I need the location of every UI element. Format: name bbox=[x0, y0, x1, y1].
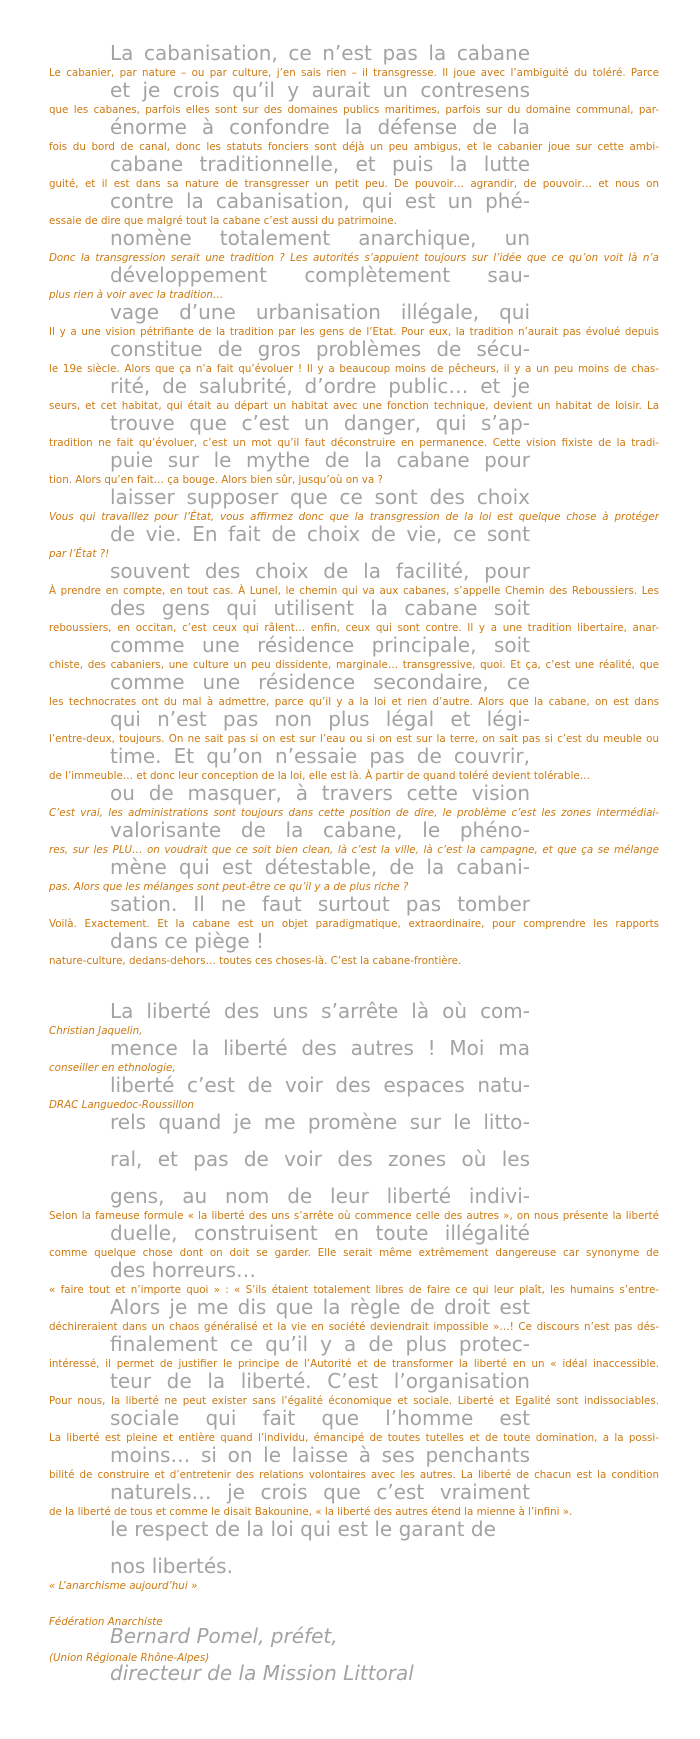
quote-line: valorisante de la cabane, le phéno- bbox=[110, 818, 530, 842]
interview-question: C’est vrai, les administrations sont toujours dans cette position de dire, le problème c’est les zones intermédiai- bbox=[49, 807, 659, 819]
anarchism-line: déchireraient dans un chaos généralisé et la vie en société deviendrait impossible »…! Ce discours n’est pas dés- bbox=[49, 1321, 659, 1333]
interview-line: l’entre-deux, toujours. On ne sait pas si on est sur l’eau ou si on est sur la terre, on sait pas si c’est du meuble ou bbox=[49, 733, 659, 745]
quote-line: des horreurs… bbox=[110, 1258, 256, 1282]
interview-question: Vous qui travaillez pour l’État, vous affirmez donc que la transgression de la loi est quelque chose à protéger bbox=[49, 511, 659, 523]
anarchism-line: comme quelque chose dont on doit se garder. Elle serait même extrêmement dangereuse car synonyme de bbox=[49, 1247, 659, 1259]
quote-line: ral, et pas de voir des zones où les bbox=[110, 1147, 530, 1171]
anarchism-line: « faire tout et n’importe quoi » : « S’ils étaient totalement libres de faire ce qui leur plaît, les humains s’entre- bbox=[49, 1284, 659, 1296]
interview-line: tion. Alors qu’en fait… ça bouge. Alors bien sûr, jusqu’où on va ? bbox=[49, 474, 383, 486]
quote-line: cabane traditionnelle, et puis la lutte bbox=[110, 152, 530, 176]
quote-line: naturels… je crois que c’est vraiment bbox=[110, 1480, 530, 1504]
quote-line: puie sur le mythe de la cabane pour bbox=[110, 448, 530, 472]
anarchism-author: Fédération Anarchiste bbox=[49, 1616, 163, 1628]
interview-line: Voilà. Exactement. Et la cabane est un objet paradigmatique, extraordinaire, pour comprendre les rapports bbox=[49, 918, 659, 930]
quote-line: La cabanisation, ce n’est pas la cabane bbox=[110, 41, 530, 65]
anarchism-line: bilité de construire et d’entretenir des relations volontaires avec les autres. La liberté de chacun est la condition bbox=[49, 1469, 659, 1481]
quote-line: énorme à confondre la défense de la bbox=[110, 115, 530, 139]
interview-line: nature-culture, dedans-dehors… toutes ces choses-là. C’est la cabane-frontière. bbox=[49, 955, 462, 967]
interview-line: le 19e siècle. Alors que ça n’a fait qu’évoluer ! Il y a beaucoup moins de pêcheurs, il y a un peu moins de chas- bbox=[49, 363, 659, 375]
interview-line: À prendre en compte, en tout cas. À Lunel, le chemin qui va aux cabanes, s’appelle Chemin des Reboussiers. Les bbox=[49, 585, 659, 597]
interview-line: Le cabanier, par nature – ou par culture, j’en sais rien – il transgresse. Il joue avec l’ambiguité du toléré. Parce bbox=[49, 67, 659, 79]
quote-line: finalement ce qu’il y a de plus protec- bbox=[110, 1332, 530, 1356]
quote-line: sation. Il ne faut surtout pas tomber bbox=[110, 892, 530, 916]
quote-line: Alors je me dis que la règle de droit est bbox=[110, 1295, 530, 1319]
quote-line: moins… si on le laisse à ses penchants bbox=[110, 1443, 530, 1467]
anarchism-source: « L’anarchisme aujourd’hui » bbox=[49, 1580, 198, 1592]
quote-line: souvent des choix de la facilité, pour bbox=[110, 559, 530, 583]
anarchism-line: La liberté est pleine et entière quand l’individu, émancipé de toutes tutelles et de toute domination, a la possi- bbox=[49, 1432, 659, 1444]
interview-line: de l’immeuble… et donc leur conception de la loi, elle est là. À partir de quand toléré devient tolérable… bbox=[49, 770, 590, 782]
quote-author-role: directeur de la Mission Littoral bbox=[110, 1661, 414, 1685]
quote-line: développement complètement sau- bbox=[110, 263, 530, 287]
quote-line: gens, au nom de leur liberté indivi- bbox=[110, 1184, 530, 1208]
quote-line: duelle, construisent en toute illégalité bbox=[110, 1221, 530, 1245]
interview-line: seurs, et cet habitat, qui était au départ un habitat avec une fonction technique, devient un habitat de loisir. La bbox=[49, 400, 659, 412]
anarchism-line: Selon la fameuse formule « la liberté des uns s’arrête où commence celle des autres », on nous présente la liberté bbox=[49, 1210, 659, 1222]
interview-line: tradition ne fait qu’évoluer, c’est un mot qu’il faut déconstruire en permanence. Cette vision fixiste de la tradi- bbox=[49, 437, 659, 449]
quote-author-name: Bernard Pomel, préfet, bbox=[110, 1624, 338, 1648]
quote-line: time. Et qu’on n’essaie pas de couvrir, bbox=[110, 744, 530, 768]
interview-line: essaie de dire que malgré tout la cabane c’est aussi du patrimoine. bbox=[49, 215, 397, 227]
quote-line: qui n’est pas non plus légal et légi- bbox=[110, 707, 530, 731]
quote-line: des gens qui utilisent la cabane soit bbox=[110, 596, 530, 620]
quote-line: le respect de la loi qui est le garant de bbox=[110, 1517, 496, 1541]
quote-line: rels quand je me promène sur le litto- bbox=[110, 1110, 530, 1134]
quote-line: et je crois qu’il y aurait un contresens bbox=[110, 78, 530, 102]
quote-line: comme une résidence secondaire, ce bbox=[110, 670, 530, 694]
interview-question: plus rien à voir avec la tradition… bbox=[49, 289, 224, 301]
quote-line: contre la cabanisation, qui est un phé- bbox=[110, 189, 530, 213]
interview-question: Donc la transgression serait une tradition ? Les autorités s’appuient toujours sur l’idée que ce qu’on voit là n’a bbox=[49, 252, 659, 264]
quote-line: La liberté des uns s’arrête là où com- bbox=[110, 999, 530, 1023]
quote-line: trouve que c’est un danger, qui s’ap- bbox=[110, 411, 530, 435]
interview-line: que les cabanes, parfois elles sont sur des domaines publics maritimes, parfois sur du domaine communal, par- bbox=[49, 104, 659, 116]
anarchism-line: intéressé, il permet de justifier le principe de l’Autorité et de transformer la liberté en un « idéal inaccessible. bbox=[49, 1358, 659, 1370]
interview-question: pas. Alors que les mélanges sont peut-être ce qu’il y a de plus riche ? bbox=[49, 881, 409, 893]
quote-line: mence la liberté des autres ! Moi ma bbox=[110, 1036, 530, 1060]
interviewee-organisation: DRAC Languedoc-Roussillon bbox=[49, 1099, 194, 1111]
quote-line: sociale qui fait que l’homme est bbox=[110, 1406, 530, 1430]
quote-line: liberté c’est de voir des espaces natu- bbox=[110, 1073, 530, 1097]
interview-line: fois du bord de canal, donc les statuts fonciers sont déjà un peu ambigus, et le cabanier joue sur cette ambi- bbox=[49, 141, 659, 153]
quote-line: nos libertés. bbox=[110, 1554, 233, 1578]
interview-line: Il y a une vision pétrifiante de la tradition par les gens de l’Etat. Pour eux, la tradition n’aurait pas évolué depuis bbox=[49, 326, 659, 338]
quote-line: teur de la liberté. C’est l’organisation bbox=[110, 1369, 530, 1393]
quote-line: de vie. En fait de choix de vie, ce sont bbox=[110, 522, 530, 546]
quote-line: comme une résidence principale, soit bbox=[110, 633, 530, 657]
interview-question: res, sur les PLU… on voudrait que ce soit bien clean, là c’est la ville, là c’est la campagne, et que ça se mélange bbox=[49, 844, 659, 856]
anarchism-author-region: (Union Régionale Rhône-Alpes) bbox=[49, 1652, 210, 1664]
interview-line: reboussiers, en occitan, c’est ceux qui râlent… enfin, ceux qui sont contre. Il y a une tradition libertaire, anar- bbox=[49, 622, 659, 634]
anarchism-line: de la liberté de tous et comme le disait Bakounine, « la liberté des autres étend la mienne à l’infini ». bbox=[49, 1506, 573, 1518]
interview-line: les technocrates ont du mal à admettre, parce qu’il y a la loi et rien d’autre. Alors que la cabane, on est dans bbox=[49, 696, 659, 708]
quote-line: mène qui est détestable, de la cabani- bbox=[110, 855, 530, 879]
interviewee-role: conseiller en ethnologie, bbox=[49, 1062, 176, 1074]
interview-line: guité, et il est dans sa nature de transgresser un petit peu. De pouvoir… agrandir, de pouvoir… et nous on bbox=[49, 178, 659, 190]
interviewee-name: Christian Jaquelin, bbox=[49, 1025, 143, 1037]
quote-line: vage d’une urbanisation illégale, qui bbox=[110, 300, 530, 324]
quote-line: ou de masquer, à travers cette vision bbox=[110, 781, 530, 805]
quote-line: rité, de salubrité, d’ordre public… et je bbox=[110, 374, 530, 398]
quote-line: dans ce piège ! bbox=[110, 929, 264, 953]
quote-line: constitue de gros problèmes de sécu- bbox=[110, 337, 530, 361]
interview-line: chiste, des cabaniers, une culture un peu dissidente, marginale… transgressive, quoi. Et ça, c’est une réalité, que bbox=[49, 659, 659, 671]
quote-line: nomène totalement anarchique, un bbox=[110, 226, 530, 250]
anarchism-line: Pour nous, la liberté ne peut exister sans l’égalité économique et sociale. Liberté et Egalité sont indissociables. bbox=[49, 1395, 659, 1407]
quote-line: laisser supposer que ce sont des choix bbox=[110, 485, 530, 509]
interview-question: par l’État ?! bbox=[49, 548, 110, 560]
